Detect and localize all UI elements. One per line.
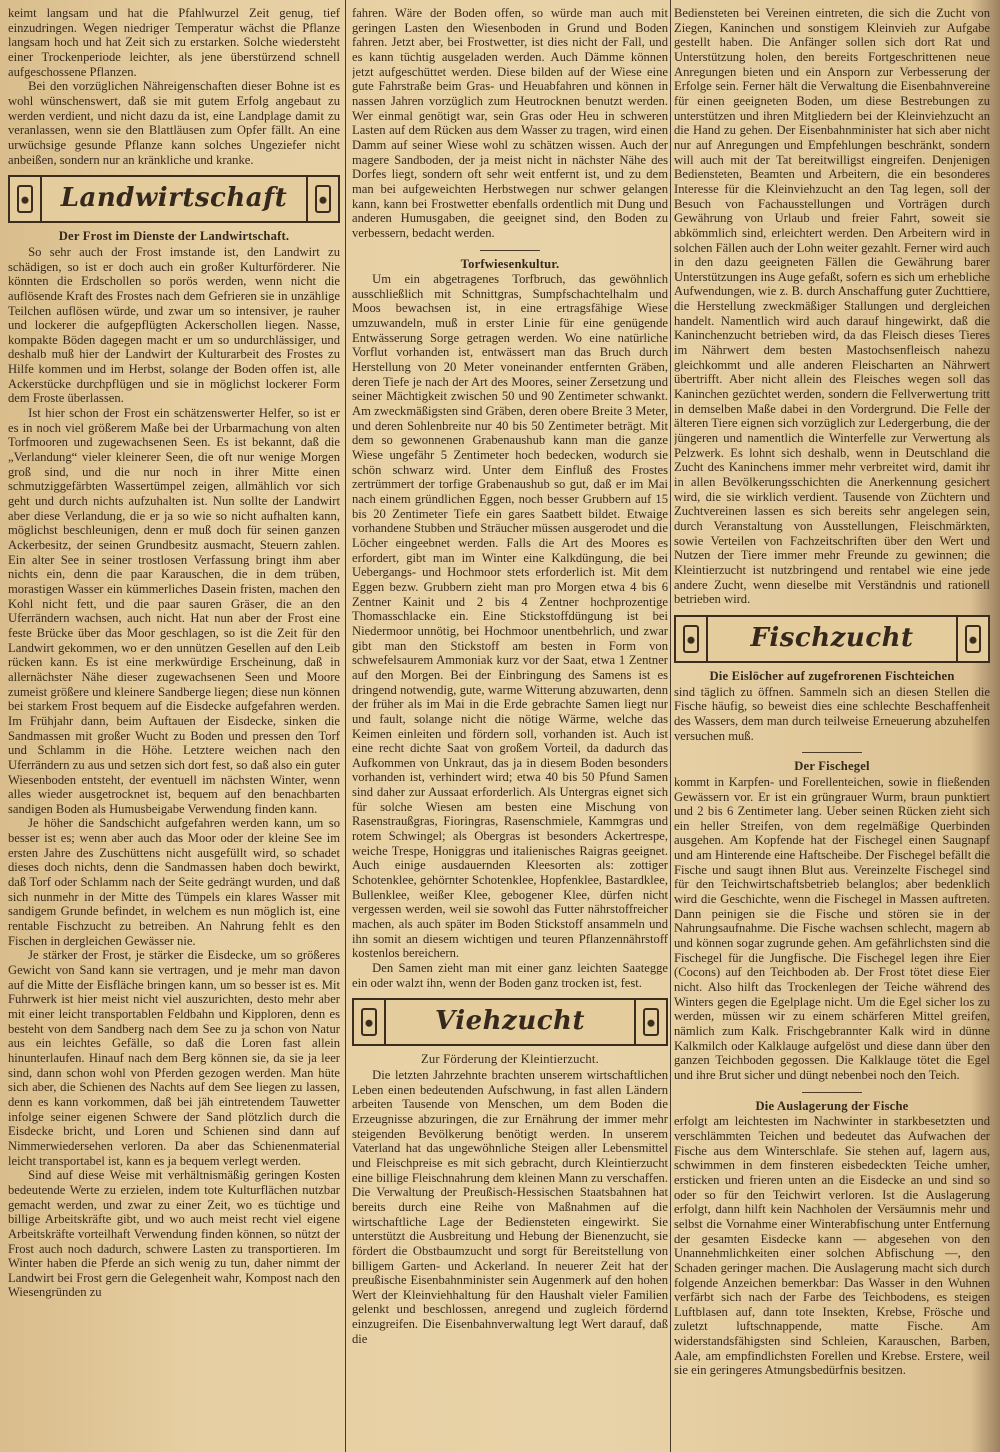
paragraph: kommt in Karpfen- und Forellenteichen, sowie in fließenden Gewässern vor. Er ist ein grüngrauer Wurm, braun punktiert und 2 bis 6 Zentimeter lang. Ueber seinen Rücken zieht sich ein heller Streifen, von dem regelmäßige Querbinden ausgehen. Am Kopfende hat der Fischegel einen Saugnapf und am Hinterende eine Haftscheibe. Der Fischegel befällt die Fische und saugt ihnen Blut aus. Vereinzelte Fischegel sind für den Teichwirtschaftsbetrieb belanglos; aber bedenklich wird die Geschichte, wenn die Fischegel in Massen auftreten. Dann peinigen sie die Fische und stören sie in der Nahrungsaufnahme. Die Fische wachsen schlecht, magern ab und können sogar zugrunde gehen. Am gefährlichsten sind die Fischegel für die Jungfische. Die Fischegel legen ihre Eier (Cocons) auf den Teichboden ab. Der Frost tötet diese Eier nicht. Also hilft das Trockenlegen der Teiche während des Winters gegen die Egelplage nicht. Um die Egel sicher los zu werden, müssen wir zu einem schärferen Mittel greifen, nämlich zum Kalk. Frischgebrannter Kalk wird in dünne Kalkmilch oder Kalklauge aufgelöst und diese dann über den ganzen Teichboden gegossen. Die Kalklauge tötet die Egel und ihre Brut sicher und düngt nebenbei noch den Teich. xyxy=(674,774,990,1082)
ornament-icon xyxy=(354,1000,386,1044)
article-title: Die Auslagerung der Fische xyxy=(755,1098,909,1113)
paragraph: Sind auf diese Weise mit verhältnismäßig geringen Kosten bedeutende Werte zu erzielen, indem tote Kulturflächen nutzbar gemacht werden, und zwar zu einer Zeit, wo es tüchtige und billige Arbeitskräfte gibt, und wo auch meist recht viel eigene Arbeitskräfte vorteilhaft Verwendung finden können, so nützt der Frost auch noch dadurch, schwere Lasten zu transportieren. Im Winter haben die Pferde an sich wenig zu tun, daher nimmt der Landwirt bei Frost gern die Gelegenheit wahr, Kompost nach den Wiesengründen zu xyxy=(8,1168,340,1300)
paragraph: fahren. Wäre der Boden offen, so würde man auch mit geringen Lasten den Wiesenboden in Grund und Boden fahren. Jetzt aber, bei Frostwetter, ist dies nicht der Fall, und es kann tüchtig ausgeladen werden. Auch Dämme können jetzt aufgeschüttet werden. Diese bilden auf der Wiese eine gute Fahrstraße beim Gras- und Heuabfahren und können in nassen Jahren vorzüglich zum Heutrocknen benutzt werden. Wer einmal genötigt war, sein Gras oder Heu in schweren Lasten auf dem Rücken aus dem Wasser zu tragen, wird einen Damm auf seiner Wiese wohl zu schätzen wissen. Auch der magere Sandboden, der ja meist nicht in nächster Nähe des Dorfes liegt, sondern oft sehr weit entfernt ist, und zu dem man bei aufgeweichten Herbstwegen nur schwer gelangen kann, kann bei Frostwetter ebenfalls ordentlich mit Dung und anderen Humusgaben, die geeignet sind, den Boden zu verbessern, bedacht werden. xyxy=(352,6,668,240)
section-header-fischzucht xyxy=(674,615,990,663)
paragraph: Den Samen zieht man mit einer ganz leichten Saategge ein oder walzt ihn, wenn der Boden ganz trocken ist, fest. xyxy=(352,961,668,990)
paragraph: keimt langsam und hat die Pfahlwurzel Zeit genug, tief einzudringen. Wegen niedriger Temperatur wächst die Pflanze langsam hoch und hat Zeit sich zu erstarken. Solche wiedersteht einer Trockenperiode leichter, als jene überstürzend schnell aufgeschossene Pflanzen. xyxy=(8,6,340,79)
article-title: Der Fischegel xyxy=(794,759,870,774)
article-title: Der Frost im Dienste der Landwirtschaft. xyxy=(58,229,290,244)
article-title: Die Eislöcher auf zugefrorenen Fischteichen xyxy=(709,668,955,683)
paragraph: erfolgt am leichtesten im Nachwinter in starkbesetzten und verschlämmten Teichen und bedeutet das Aufwachen der Fische aus dem Winterschlafe. Sie stehen auf, lagern aus, schwimmen in dem finsteren eisbedeckten Teiche umher, ersticken und frieren unten an die Eisdecke an und sind so oder so für den Teichwirt verloren. Ist die Auslagerung erfolgt, dann hilft kein Nachholen der Versäumnis mehr und selbst die Vornahme einer Winterabfischung unter Entfernung der gesamten Eisdecke kann — abgesehen von den Unannehmlichkeiten einer solchen Abfischung —, den Schaden geringer machen. Die Auslagerung macht sich durch folgende Anzeichen bemerkbar: Das Wasser in den Wuhnen verfärbt sich nach der Farbe des Teichbodens, es steigen Luftblasen auf, dann tote Insekten, Krebse, Frösche und zuletzt luftschnappende, matte Fische. Am widerstandsfähigsten sind Schleien, Karauschen, Barben, Aale, am empfindlichsten Forellen und Krebse. Erstere, weil sie ein geringeres Atmungsbedürfnis besitzen. xyxy=(674,1114,990,1378)
article-title: Torfwiesenkultur. xyxy=(460,256,560,271)
paragraph: So sehr auch der Frost imstande ist, den Landwirt zu schädigen, so ist er doch auch ein großer Kulturförderer. Nie könnten die Erdschollen so porös werden, wenn nicht die auflösende Kraft des Frostes nach dem Gefrieren sie in unzählige Teilchen auflösen würde, und zwar um so intensiver, je rauher und lockerer die aufgepflügten Ackerschollen liegen. Nasse, kompakte Böden dagegen macht er um so undurchlässiger, und deshalb muß hier der Landwirt der Kulturarbeit des Frostes zu Hilfe kommen und im Herbst, solange der Boden offen ist, alle Ackerstücke durchpflügen und sie in möglichst lockerer Form dem Froste überlassen. xyxy=(8,244,340,406)
ornament-icon xyxy=(634,1000,666,1044)
paragraph: Je stärker der Frost, je stärker die Eisdecke, um so größeres Gewicht von Sand kann sie vertragen, und je mehr man davon auf die Mitte der Eisfläche bringen kann, um so besser ist es. Mit Fuhrwerk ist hier meist nicht viel auszurichten, desto mehr aber mit einer leicht transportablen Feldbahn und Kipploren, denn es besteht von dem Sandberg nach dem See zu ja schon von Natur aus ein leichtes Gefälle, so daß die Loren fast allein hinunterlaufen. Hinauf nach dem Berg können sie, da sie ja leer sind, dann schon wohl von Pferden gezogen werden. Man hüte sich aber, die Schienen des Nachts auf dem See liegen zu lassen, denn es kann vorkommen, daß bei jäh eintretendem Tauwetter infolge seiner eigenen Schwere der Sand plötzlich durch die Eisdecke bricht, und Loren und Schienen sind dann auf Nimmerwiedersehen verloren. Da aber das Schienenmaterial leicht transportabel ist, kann es ja bequem verlegt werden. xyxy=(8,948,340,1168)
paragraph: sind täglich zu öffnen. Sammeln sich an diesen Stellen die Fische häufig, so beweist dies eine schlechte Beschaffenheit des Wassers, dem man durch teilweise Erneuerung abzuhelfen versuchen muß. xyxy=(674,684,990,743)
ornament-icon xyxy=(10,177,42,221)
paragraph: Um ein abgetragenes Torfbruch, das gewöhnlich ausschließlich mit Schnittgras, Sumpfschachtelhalm und Moos bewachsen ist, in eine ertragsfähige Wiese umzuwandeln, muß in erster Linie für eine genügende Entwässerung Sorge getragen werden. Wo eine natürliche Vorflut vorhanden ist, entwässert man das Bruch durch Herstellung von 20 Meter voneinander entfernten Gräben, deren Tiefe je nach der Art des Moores, seiner Zersetzung und seiner Mächtigkeit zwischen 50 und 90 Zentimeter schwankt. Am zweckmäßigsten sind Gräben, deren obere Breite 3 Meter, und deren Sohlenbreite nur 40 bis 50 Zentimeter beträgt. Mit dem so gewonnenen Grabenaushub kann man die ganze Wiese ungefähr 5 Zentimeter hoch bedecken, wodurch sie schön schwarz wird. Unter dem Einfluß des Frostes zertrümmert der torfige Grabenaushub so gut, daß er im Mai nach einem gründlichen Eggen, noch besser Grubbern auf 15 bis 20 Zentimeter Tiefe ein gares Saatbett bildet. Etwaige vorhandene Stubben und Sträucher müssen ausgerodet und die Löcher eingeebnet werden. Falls die Art des Moores es erfordert, gibt man im Winter eine Kalkdüngung, die bei Uebergangs- und Hochmoor stets erforderlich ist. Mit dem Eggen bezw. Grubbern zieht man pro Morgen etwa 4 bis 6 Zentner Kainit und 2 bis 4 Zentner hochprozentige Thomasschlacke ein. Eine Stickstoffdüngung ist bei Niedermoor unnötig, bei Hochmoor unentbehrlich, und zwar gibt man den Stickstoff am besten in Form von schwefelsaurem Ammoniak kurz vor der Saat, etwa 1 Zentner auf den Morgen. Bei der Einbringung des Samens ist es dringend notwendig, gute, warme Witterung abzuwarten, denn der früher als im Mai in die Erde gebrachte Samen liegt nur und fault, solange nicht die nötige Wärme, welche das Keimen einleiten und fördern soll, vorhanden ist. Auch ist eine recht dichte Saat von großem Vorteil, da dadurch das Aufkommen von Unkraut, das ja in diesem Boden besonders vorhanden ist, verhindert wird; etwa 40 bis 50 Pfund Samen sind daher zur Aussaat erforderlich. Als Untergras eignet sich für solche Wiesen am besten eine Mischung von Rasenstraußgras, Fioringras, Rasenschmiele, Kammgras und rotem Schwingel; als Obergras ist besonders Ackertrespe, weiche Trespe, Honiggras und italienisches Raigras geeignet. Auch einige ausdauernden Kleesorten als: zottiger Schotenklee, gehörnter Schotenklee, Hopfenklee, Bastardklee, Bullenklee, weißer Klee, gebogener Klee, dürfen nicht vergessen werden, weil sie sowohl das Futter nährstoffreicher machen, als auch später im Boden Stickstoff ansammeln und ihn somit an diesem wichtigen und teuren Pflanzennährstoff kostenlos bereichern. xyxy=(352,272,668,961)
ornament-icon xyxy=(956,617,988,661)
section-title: Landwirtschaft xyxy=(60,183,288,214)
paragraph: Bei den vorzüglichen Nähreigenschaften dieser Bohne ist es wohl wünschenswert, daß sie mit gutem Erfolg angebaut zu werden verdient, und nicht dazu da ist, eine Landplage damit zu veranlassen, wenn sie den Blattläusen zum Opfer fällt. An eine urwüchsige gesunde Pflanze kann solches Ungeziefer nicht anbeißen, sondern nur an kränkliche und kranke. xyxy=(8,79,340,167)
separator xyxy=(480,250,540,251)
column-3 xyxy=(674,6,990,1446)
paragraph: Je höher die Sandschicht aufgefahren werden kann, um so besser ist es; wenn aber auch das Moor oder der kleine See im ersten Jahre des Zuschüttens nicht ausgefüllt wird, so schadet dieses doch nichts, denn die Sandmassen haben doch bewirkt, daß Torf oder Schlamm nach der Seite gedrängt wurden, und daß sich nunmehr in der Mitte des Tümpels ein klares Wasser mit sandigem Grunde befindet, in welchem es nun möglich ist, eine rentable Fischzucht zu betreiben. An Nahrung fehlt es den Fischen in dergleichen Gewässer nie. xyxy=(8,816,340,948)
paragraph: Ist hier schon der Frost ein schätzenswerter Helfer, so ist er es in noch viel größerem Maße bei der Urbarmachung von alten Torfmooren und zugewachsenen Seen. Es ist bekannt, daß die „Verlandung“ vieler kleinerer Seen, die oft nur wenige Morgen groß sind, und die nur noch in ihrer Mitte einen schmutziggefärbten Wassertümpel zeigen, allmählich vor sich geht und durch nichts aufzuhalten ist. Nun sollte der Landwirt aber diese Verlandung, die er ja so wie so nicht aufhalten kann, möglichst beschleunigen, denn er muß doch für seinen ganzen Ackerbesitz, der seinen Grundbesitz ausmacht, Steuern zahlen. Ein alter See in seiner trostlosen Verfassung bringt ihm aber nichts ein, denn die paar Karauschen, die in dem trüben, morastigen Wasser ein kümmerliches Dasein fristen, machen den Kohl nicht fett, und die paar sauren Gräser, die an den Uferrändern wachsen, auch nicht. Hat nun aber der Frost eine feste Brücke über das Moor geschlagen, so ist die Zeit für den Landwirt gekommen, wo er den unnützen Gesellen auf den Leib rücken kann. Es ist eine merkwürdige Erscheinung, daß in allernächster Nähe dieser zugewachsenen Seen und Moore zumeist größere und kleinere Sandberge liegen; diese nun können bei starkem Frost bequem auf die Eisdecke aufgefahren werden. Im Frühjahr dann, beim Auftauen der Eisdecke, sinken die Sandmassen mit großer Wucht zu Boden und pressen den Torf und Schlamm in die Höhe. Letztere weichen nach den Uferrändern zu aus und setzen sich dort fest, so daß also ein guter Wiesenboden entsteht, der eventuell im nächsten Winter, wenn alles wieder ausgetrocknet ist, bequem auf den benachbarten sandigen Boden als Humusbeigabe Verwendung finden kann. xyxy=(8,406,340,816)
article-title: Zur Förderung der Kleintierzucht. xyxy=(421,1052,599,1067)
ornament-icon xyxy=(676,617,708,661)
column-1 xyxy=(8,6,340,1446)
paragraph: Die letzten Jahrzehnte brachten unserem wirtschaftlichen Leben einen bedeutenden Aufschwung, in fast allen Ländern arbeiten Tausende von Menschen, um dem Boden die Erzeugnisse abzuringen, die zur Ernährung der immer mehr steigenden Bevölkerung benötigt werden. In unserem Vaterland hat das ungewöhnliche Steigen aller Lebensmittel und Fleischpreise es mit sich gebracht, durch Kleintierzucht eine billige Fleischnahrung dem kleinen Mann zu verschaffen. Die Verwaltung der Preußisch-Hessischen Staatsbahnen hat bereits durch eine Reihe von Maßnahmen auf die wirtschaftliche Lage der Bediensteten eingewirkt. Sie unterstützt die Ausbreitung und Hebung der Bienenzucht, sie fördert die Obstbaumzucht und sorgt für Bereitstellung von billigem Garten- und Ackerland. In neuerer Zeit hat der preußische Eisenbahnminister sein Augenmerk auf den hohen Wert der Kleinviehhaltung für den Haushalt vieler Familien gelenkt und beschlossen, anregend und zugleich fördernd einzugreifen. Die Eisenbahnverwaltung legt Wert darauf, daß die xyxy=(352,1067,668,1346)
ornament-icon xyxy=(306,177,338,221)
column-rule xyxy=(345,0,346,1452)
section-title: Fischzucht xyxy=(750,622,914,653)
section-header-viehzucht xyxy=(352,998,668,1046)
column-rule xyxy=(670,0,671,1452)
separator xyxy=(802,1092,862,1093)
section-title: Viehzucht xyxy=(435,1006,585,1037)
separator xyxy=(802,752,862,753)
paragraph: Bediensteten bei Vereinen eintreten, die sich die Zucht von Ziegen, Kaninchen und sonstigem Kleinvieh zur Aufgabe gestellt haben. Die Anfänger sollen sich dort Rat und Unterstützung holen, den bereits Fortgeschrittenen neue Anregungen bieten und ein Ansporn zur Verbesserung der Erfolge sein. Ferner hält die Verwaltung die Eisenbahnvereine für einen geeigneten Boden, um diese Bestrebungen zu unterstützen und ihren Mitgliedern bei der Kleinviehzucht an die Hand zu gehen. Der Eisenbahnminister hat sich aber nicht nur auf Anregungen und Empfehlungen beschränkt, sondern will auch mit der Tat bereitwilligst eingreifen. Denjenigen Bediensteten, Beamten und Arbeitern, die ein besonderes Interesse für die Kleinviehzucht an den Tag legen, soll der Besuch von Fachausstellungen und Vorträgen durch Gewährung von Urlaub und freier Fahrt, soweit sie abkömmlich sind, erleichtert werden. Den Arbeitern wird in solchen Fällen auch der Lohn weiter gezahlt. Ferner wird auch in den dazu geeigneten Fällen die Gewährung barer Unterstützungen ins Auge gefaßt, sofern es sich um erhebliche Aufwendungen, wie z. B. durch Anschaffung guter Zuchttiere, die Herstellung zweckmäßiger Stallungen und dergleichen handelt. Namentlich wird auch darauf hingewirkt, daß die Kaninchenzucht betrieben wird, da das Fleisch dieses Tieres im Nährwert dem besten Mastochsenfleisch nahezu gleichkommt und alle anderen Fleischarten an Nährwert übertrifft. Aber nicht allein des Fleisches wegen soll das Kaninchen gezüchtet werden, sondern die Fellverwertung tritt in demselben Maße dabei in den Vordergrund. Die Felle der älteren Tiere eignen sich vorzüglich zur Ledergerbung, die der jüngeren und namentlich die Winterfelle zur Verwertung als Pelzwerk. Es lohnt sich deshalb, wenn in Deutschland die Zucht des Kaninchens immer mehr verbreitet wird, damit ihr in allen Bevölkerungsschichten die Anerkennung gesichert wird, die sie wirklich verdient. Tausende von Züchtern und Zuchtvereinen lassen es sich bereits sehr angelegen sein, durch Veranstaltung von Ausstellungen, Fleischmärkten, sowie Verteilen von Fachzeitschriften über den Wert und Nutzen der Tiere immer mehr Freunde zu gewinnen; die Kleintierzucht ist nutzbringend und rentabel wie eine jede andere Zucht, wenn dieselbe mit Verständnis und rationell betrieben wird. xyxy=(674,6,990,607)
column-2 xyxy=(352,6,668,1446)
section-header-landwirtschaft xyxy=(8,175,340,223)
